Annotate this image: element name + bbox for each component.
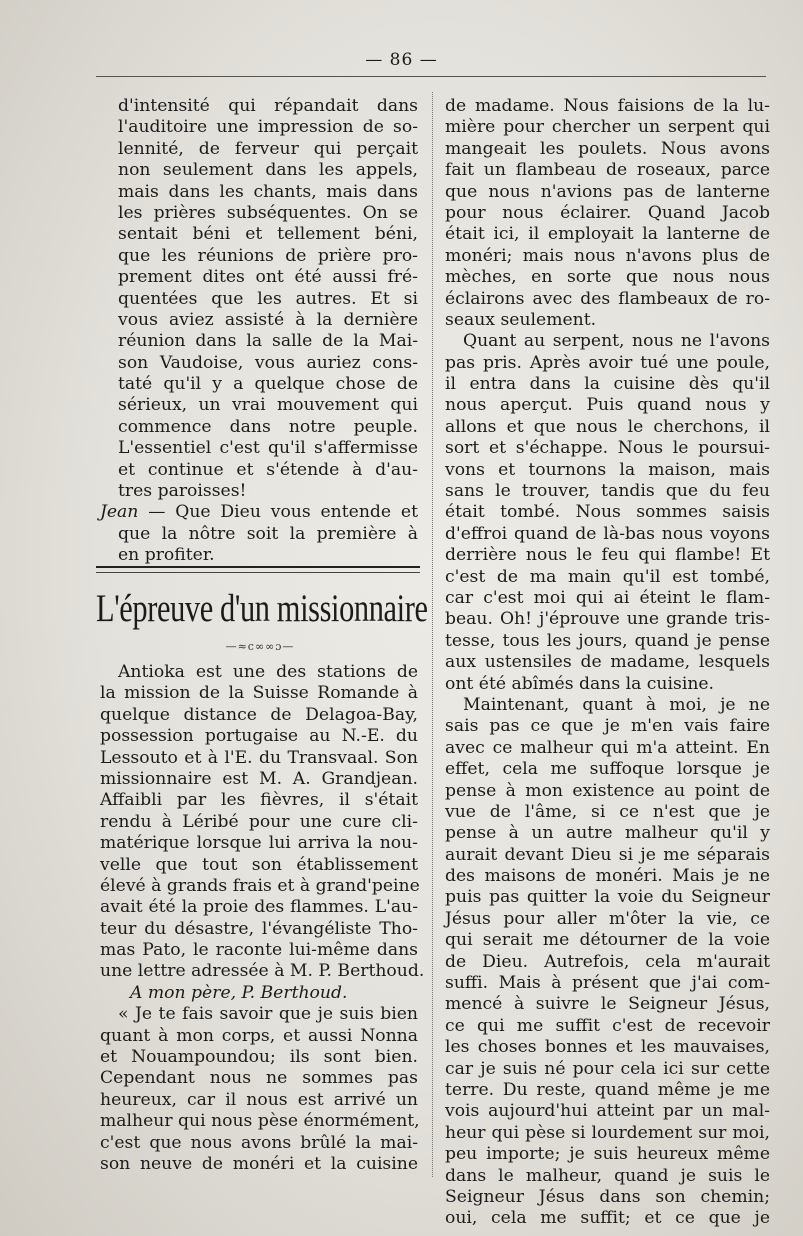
text-line: commence dans notre peuple. [118, 416, 418, 437]
text-line: quelque distance de Delagoa-Bay, [100, 704, 418, 725]
text-line: pense à un autre malheur qu'il y [445, 823, 770, 844]
text-line: « Je te fais savoir que je suis bien [118, 1004, 418, 1025]
text-line: vous aviez assisté à la dernière [118, 309, 418, 330]
text-line: vue de l'âme, si ce n'est que je [445, 801, 770, 822]
right-column [445, 96, 770, 1230]
text-line: de Dieu. Autrefois, cela m'aurait [445, 951, 770, 972]
text-line: Antioka est une des stations de [118, 662, 418, 682]
text-line: teur du désastre, l'évangéliste Tho- [100, 918, 418, 939]
text-line: des maisons de monéri. Mais je ne [445, 866, 770, 887]
text-line: L'essentiel c'est qu'il s'affermisse [118, 438, 418, 459]
text-line: seaux seulement. [445, 309, 597, 330]
text-line: effet, cela me suffoque lorsque je [445, 759, 770, 780]
text-line: heur qui pèse si lourdement sur moi, [445, 1122, 770, 1143]
text-line: c'est que nous avons brûlé la mai- [100, 1132, 418, 1153]
speaker-name: Jean [100, 502, 139, 523]
section-separator [96, 566, 420, 573]
text-line: quentées que les autres. Et si [118, 288, 418, 309]
text-line: les choses bonnes et les mauvaises, [445, 1037, 770, 1058]
text-line: Quant au serpent, nous ne l'avons [463, 331, 770, 352]
text-line: aurait devant Dieu si je me séparais [445, 844, 770, 865]
text-line: pas pris. Après avoir tué une poule, [445, 352, 770, 373]
text-line: velle que tout son établissement [100, 854, 418, 875]
text-line: en profiter. [118, 545, 215, 566]
title-ornament: —≈c∞∞ɔ— [225, 640, 295, 653]
text-line: lennité, de ferveur qui perçait [118, 138, 418, 159]
text-line: et continue et s'étende à d'au- [118, 459, 418, 480]
text-line: que la nôtre soit la première à [118, 523, 418, 544]
text-line: mière pour chercher un serpent qui [445, 117, 770, 138]
text-line: tesse, tous les jours, quand je pense [445, 630, 770, 651]
text-line: fait un flambeau de roseaux, parce [445, 160, 770, 181]
text-line: sais pas ce que je m'en vais faire [445, 716, 770, 737]
text-line: de madame. Nous faisions de la lu- [445, 96, 770, 116]
text-line: qui serait me détourner de la voie [445, 930, 770, 951]
text-line: beau. Oh! j'éprouve une grande tris- [445, 609, 770, 630]
text-line: mencé à suivre le Seigneur Jésus, [445, 994, 770, 1015]
text-line: aux ustensiles de madame, lesquels [445, 652, 770, 673]
text-line: peu importe; je suis heureux même [445, 1144, 770, 1165]
text-line: non seulement dans les appels, [118, 160, 418, 181]
text-line: que les réunions de prière pro- [118, 245, 418, 266]
text-line: Maintenant, quant à moi, je ne [463, 694, 770, 715]
column-divider [432, 92, 433, 1177]
text-line: mas Pato, le raconte lui-même dans [100, 940, 418, 961]
text-line: était tombé. Nous sommes saisis [445, 502, 770, 523]
text-line: la mission de la Suisse Romande à [100, 683, 418, 704]
text-line: suffi. Mais à présent que j'ai com- [445, 973, 770, 994]
text-line: sort et s'échappe. Nous le poursui- [445, 438, 770, 459]
text-line: ont été abîmés dans la cuisine. [445, 673, 715, 694]
text-line: car je suis né pour cela ici sur cette [445, 1058, 770, 1079]
text-line: mais dans les chants, mais dans [118, 181, 418, 202]
text-line: quant à mon corps, et aussi Nonna [100, 1025, 418, 1046]
text-line: et Nouampoundou; ils sont bien. [100, 1047, 418, 1068]
text-line: possession portugaise au N.-E. du [100, 726, 418, 747]
text-line: Affaibli par les fièvres, il s'était [100, 790, 418, 811]
text-line: Seigneur Jésus dans son chemin; [445, 1186, 770, 1207]
text-line: tres paroisses! [118, 481, 247, 502]
text-line: Cependant nous ne sommes pas [100, 1068, 418, 1089]
text-line: oui, cela me suffit; et ce que je [445, 1208, 770, 1229]
text-line: il entra dans la cuisine dès qu'il [445, 374, 770, 395]
left-column-bottom [100, 662, 425, 1175]
text-line: d'intensité qui répandait dans [118, 96, 418, 116]
text-line: prement dites ont été aussi fré- [118, 267, 418, 288]
text-line: pour nous éclairer. Quand Jacob [445, 202, 770, 223]
text-line: une lettre adressée à M. P. Berthoud. [100, 961, 425, 982]
text-line: Lessouto et à l'E. du Transvaal. Son [100, 747, 418, 768]
text-line: dans le malheur, quand je suis le [445, 1165, 770, 1186]
text-line: élevé à grands frais et à grand'peine [100, 875, 420, 896]
text-line: l'auditoire une impression de so- [118, 117, 418, 138]
text-line: monéri; mais nous n'avons plus de [445, 245, 770, 266]
text-line: ce qui me suffit c'est de recevoir [445, 1015, 770, 1036]
text-line: son neuve de monéri et la cuisine [100, 1153, 418, 1174]
text-line: était ici, il employait la lanterne de [445, 224, 770, 245]
text-line: d'effroi quand de là-bas nous voyons [445, 523, 770, 544]
text-line: sentait béni et tellement béni, [118, 224, 418, 245]
text-line: taté qu'il y a quelque chose de [118, 374, 418, 395]
text-line: que nous n'avions pas de lanterne [445, 181, 770, 202]
text-line: vons et tournons la maison, mais [445, 459, 770, 480]
text-line: allons et que nous le cherchons, il [445, 416, 770, 437]
text-line: les prières subséquentes. On se [118, 202, 418, 223]
text-line: réunion dans la salle de la Mai- [118, 331, 418, 352]
page-number: — 86 — [365, 50, 438, 70]
header-rule [96, 76, 766, 77]
dialogue-line [100, 502, 418, 523]
letter-salutation: A mon père, P. Berthoud. [130, 982, 348, 1003]
text-line: vois aujourd'hui atteint par un mal- [445, 1101, 770, 1122]
text-line: matérique lorsque lui arriva la nou- [100, 833, 418, 854]
text-line: malheur qui nous pèse énormément, [100, 1111, 420, 1132]
text-line: heureux, car il nous est arrivé un [100, 1089, 418, 1110]
text-line: sans le trouver, tandis que du feu [445, 481, 770, 502]
text-line: son Vaudoise, vous auriez cons- [118, 352, 418, 373]
text-line: derrière nous le feu qui flambe! Et [445, 545, 770, 566]
text-line: avait été la proie des flammes. L'au- [100, 897, 418, 918]
text-line: c'est de ma main qu'il est tombé, [445, 566, 770, 587]
dialogue-text: — Que Dieu vous entende et [148, 502, 418, 523]
text-line: puis pas quitter la voie du Seigneur [445, 887, 770, 908]
text-line: nous aperçut. Puis quand nous y [445, 395, 770, 416]
text-line: rendu à Léribé pour une cure cli- [100, 811, 418, 832]
left-column-top [100, 96, 418, 567]
text-line: éclairons avec des flambeaux de ro- [445, 288, 770, 309]
text-line: Jésus pour aller m'ôter la vie, ce [445, 908, 770, 929]
text-line: avec ce malheur qui m'a atteint. En [445, 737, 770, 758]
article-title: L'épreuve d'un missionnaire [96, 587, 428, 630]
text-line: sérieux, un vrai mouvement qui [118, 395, 418, 416]
text-line: car c'est moi qui ai éteint le flam- [445, 587, 770, 608]
text-line: terre. Du reste, quand même je me [445, 1079, 770, 1100]
text-line: missionnaire est M. A. Grandjean. [100, 768, 418, 789]
text-line: pense à mon existence au point de [445, 780, 770, 801]
text-line: mèches, en sorte que nous nous [445, 267, 770, 288]
text-line: mangeait les poulets. Nous avons [445, 138, 770, 159]
